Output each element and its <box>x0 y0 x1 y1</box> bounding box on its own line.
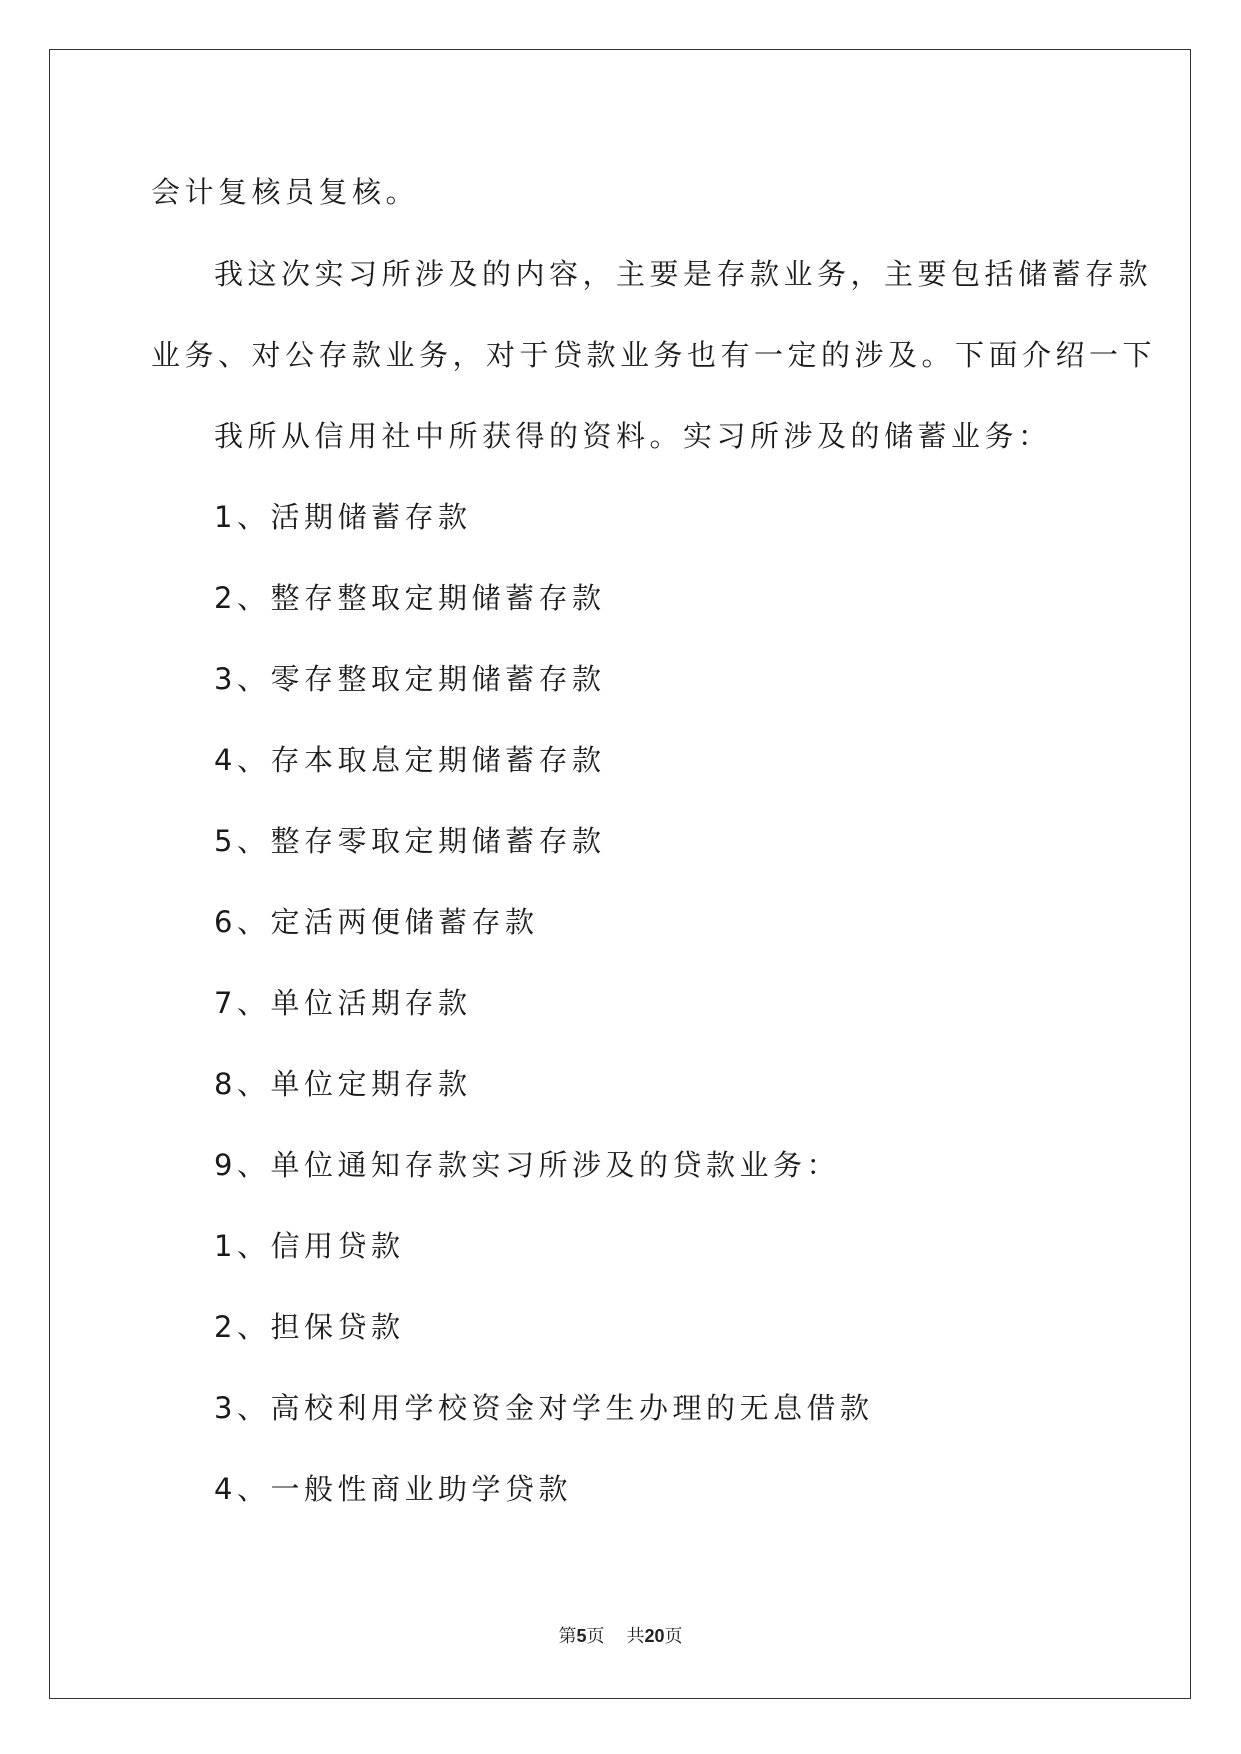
total-pages: 20 <box>644 1626 665 1646</box>
list-item: 3、高校利用学校资金对学生办理的无息借款 <box>214 1391 874 1425</box>
paragraph-line: 业务、对公存款业务，对于贷款业务也有一定的涉及。下面介绍一下 <box>151 338 1157 372</box>
total-prefix: 共 <box>626 1626 645 1647</box>
list-item: 2、整存整取定期储蓄存款 <box>214 581 606 615</box>
list-item: 1、活期储蓄存款 <box>214 500 472 534</box>
page-footer <box>0 1622 1241 1648</box>
list-item: 4、一般性商业助学贷款 <box>214 1472 572 1506</box>
paragraph-line: 会计复核员复核。 <box>151 175 420 209</box>
list-item: 9、单位通知存款实习所涉及的贷款业务： <box>214 1148 840 1182</box>
list-item: 6、定活两便储蓄存款 <box>214 905 539 939</box>
page-prefix: 第 <box>558 1626 577 1647</box>
paragraph-line: 我所从信用社中所获得的资料。实习所涉及的储蓄业务： <box>214 419 1052 453</box>
list-item: 1、信用贷款 <box>214 1229 405 1263</box>
total-suffix: 页 <box>664 1626 683 1647</box>
page-border <box>49 49 1191 1699</box>
paragraph-line: 我这次实习所涉及的内容，主要是存款业务，主要包括储蓄存款 <box>214 257 1153 291</box>
page-number: 5 <box>576 1626 587 1646</box>
list-item: 3、零存整取定期储蓄存款 <box>214 662 606 696</box>
list-item: 7、单位活期存款 <box>214 986 472 1020</box>
list-item: 4、存本取息定期储蓄存款 <box>214 743 606 777</box>
list-item: 5、整存零取定期储蓄存款 <box>214 824 606 858</box>
list-item: 8、单位定期存款 <box>214 1067 472 1101</box>
page-suffix: 页 <box>586 1626 605 1647</box>
list-item: 2、担保贷款 <box>214 1310 405 1344</box>
